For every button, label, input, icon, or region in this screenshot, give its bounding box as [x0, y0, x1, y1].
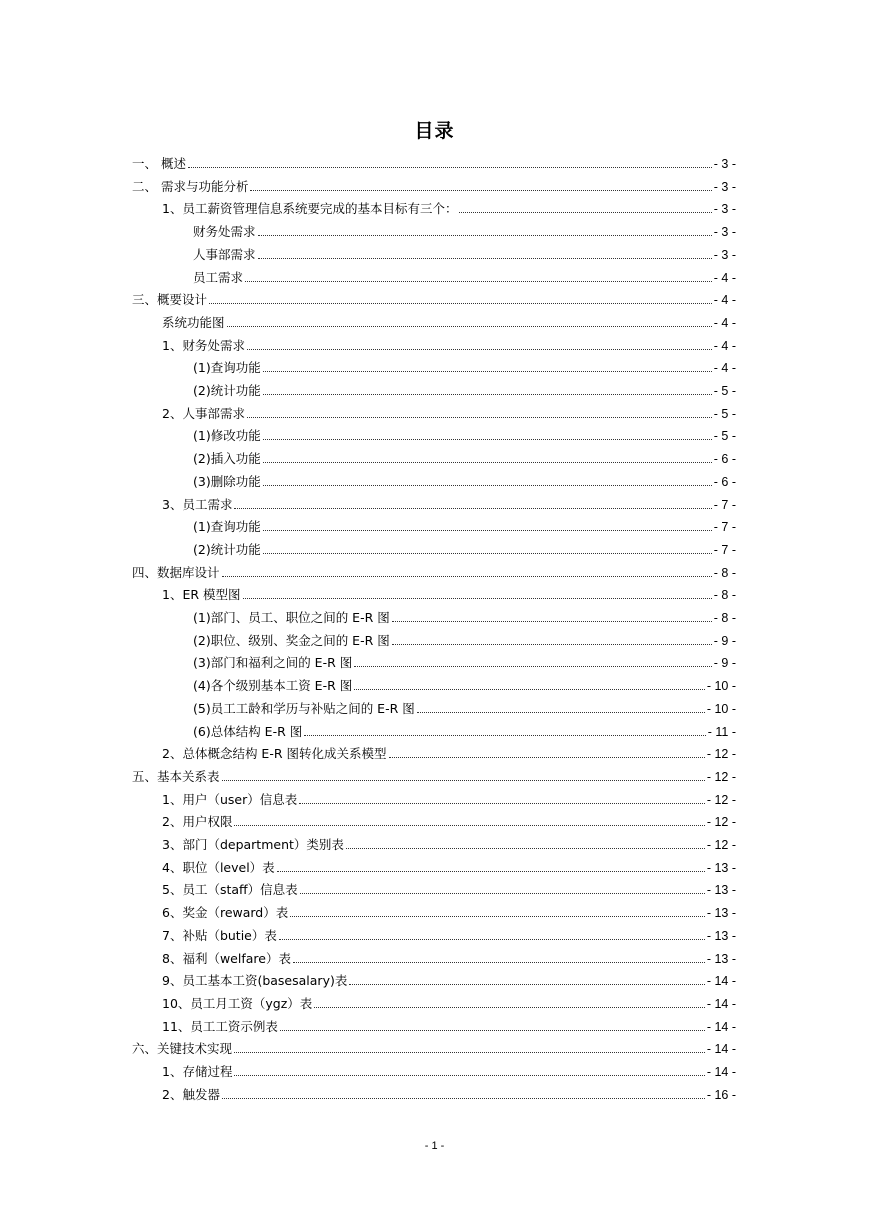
toc-entry-label: (3)删除功能 [193, 473, 261, 489]
toc-entry-page: - 13 - [706, 951, 736, 966]
toc-entry[interactable] [162, 922, 736, 944]
toc-entry-label: (1)修改功能 [193, 428, 261, 444]
toc-entry-page: - 6 - [713, 452, 736, 467]
toc-entry[interactable] [193, 718, 736, 740]
toc-entry-page: - 13 - [706, 928, 736, 943]
toc-entry-page: - 8 - [713, 565, 736, 580]
toc-entry-label: 2、触发器 [162, 1086, 220, 1102]
toc-entry-page: - 3 - [713, 179, 736, 194]
toc-leader-dots [389, 757, 705, 758]
toc-leader-dots [263, 530, 712, 531]
toc-entry[interactable] [162, 808, 736, 830]
toc-entry-page: - 4 - [713, 315, 736, 330]
toc-entry-page: - 14 - [706, 1065, 736, 1079]
toc-entry[interactable] [193, 422, 736, 444]
toc-entry-page: - 3 - [713, 202, 736, 217]
toc-entry-page: - 9 - [713, 656, 736, 671]
toc-entry-page: - 4 - [713, 338, 736, 353]
toc-leader-dots [234, 1052, 705, 1053]
toc-entry-page: - 8 - [713, 588, 736, 603]
toc-entry-page: - 12 - [706, 769, 736, 784]
toc-entry[interactable] [193, 377, 736, 399]
toc-leader-dots [277, 871, 705, 872]
toc-entry[interactable] [132, 763, 736, 785]
toc-entry-page: - 12 - [706, 838, 736, 852]
toc-leader-dots [299, 803, 705, 804]
toc-entry[interactable] [162, 945, 736, 967]
toc-entry[interactable] [162, 990, 736, 1012]
toc-entry-page: - 10 - [706, 679, 736, 694]
toc-entry[interactable] [162, 195, 736, 217]
toc-entry-label: 1、财务处需求 [162, 337, 245, 353]
toc-leader-dots [222, 1098, 705, 1099]
toc-leader-dots [263, 394, 712, 395]
toc-entry[interactable] [162, 581, 736, 603]
toc-entry[interactable] [162, 400, 736, 422]
toc-leader-dots [459, 212, 711, 213]
toc-entry-page: - 12 - [706, 792, 736, 807]
toc-entry-page: - 12 - [706, 815, 736, 830]
toc-entry-label: (2)统计功能 [193, 541, 261, 557]
toc-entry[interactable] [132, 286, 736, 308]
toc-leader-dots [354, 689, 705, 690]
toc-leader-dots [392, 621, 712, 622]
toc-entry-page: - 6 - [713, 474, 736, 489]
toc-entry-label: (1)查询功能 [193, 360, 261, 376]
toc-entry-label: 人事部需求 [193, 246, 256, 262]
toc-leader-dots [247, 417, 712, 418]
toc-entry[interactable] [193, 649, 736, 671]
toc-entry-page: - 4 - [713, 361, 736, 376]
toc-leader-dots [280, 1030, 705, 1031]
toc-entry[interactable] [193, 218, 736, 240]
toc-entry-label: (1)部门、员工、职位之间的 E-R 图 [193, 610, 390, 625]
toc-entry-page: - 10 - [706, 701, 736, 716]
toc-leader-dots [300, 893, 705, 894]
toc-entry[interactable] [132, 173, 736, 195]
toc-leader-dots [227, 326, 712, 327]
toc-entry-page: - 14 - [706, 1042, 736, 1057]
toc-entry-page: - 7 - [713, 520, 736, 535]
toc-entry[interactable] [162, 332, 736, 354]
toc-entry[interactable] [132, 150, 736, 172]
page-number: - 1 - [424, 1140, 445, 1152]
toc-entry-label: 六、关键技术实现 [132, 1041, 233, 1057]
toc-leader-dots [346, 848, 705, 849]
toc-entry[interactable] [193, 264, 736, 286]
toc-entry[interactable] [193, 241, 736, 263]
toc-entry-page: - 13 - [706, 906, 736, 921]
toc-entry-label: 7、补贴（butie）表 [162, 927, 277, 943]
toc-leader-dots [234, 825, 704, 826]
toc-entry-label: 四、数据库设计 [132, 564, 220, 580]
toc-entry[interactable] [162, 786, 736, 808]
page-title: 目录 [414, 120, 455, 142]
toc-entry-page: - 3 - [713, 247, 736, 262]
toc-leader-dots [222, 576, 712, 577]
toc-entry-page: - 5 - [713, 384, 736, 398]
toc-leader-dots [258, 235, 712, 236]
toc-entry-page: - 7 - [713, 497, 736, 512]
toc-entry[interactable] [193, 695, 736, 717]
toc-entry-label: (1)查询功能 [193, 519, 261, 535]
toc-entry[interactable] [193, 445, 736, 467]
toc-leader-dots [263, 553, 712, 554]
toc-leader-dots [263, 371, 712, 372]
toc-entry-label: 员工需求 [193, 269, 244, 285]
toc-leader-dots [349, 984, 704, 985]
toc-entry[interactable] [193, 672, 736, 694]
toc-leader-dots [234, 1075, 704, 1076]
toc-leader-dots [314, 1007, 705, 1008]
toc-entry-label: (2)统计功能 [193, 383, 261, 398]
toc-entry-label: 9、员工基本工资(basesalary)表 [162, 973, 348, 989]
toc-leader-dots [209, 303, 712, 304]
toc-entry-page: - 8 - [713, 611, 736, 625]
toc-entry-label: 三、概要设计 [132, 292, 208, 308]
toc-entry-label: 6、奖金（reward）表 [162, 905, 289, 921]
toc-entry[interactable] [162, 491, 736, 513]
toc-entry-page: - 14 - [706, 996, 736, 1011]
toc-entry-label: 3、部门（department）类别表 [162, 837, 344, 852]
toc-entry-label: 8、福利（welfare）表 [162, 950, 291, 966]
toc-entry-page: - 13 - [706, 860, 736, 875]
toc-leader-dots [263, 439, 712, 440]
toc-entry[interactable] [162, 740, 736, 762]
toc-entry[interactable] [162, 967, 736, 989]
toc-leader-dots [392, 644, 712, 645]
toc-entry-page: - 12 - [706, 747, 736, 762]
toc-entry[interactable] [162, 309, 736, 331]
toc-entry-label: (3)部门和福利之间的 E-R 图 [193, 655, 353, 671]
toc-entry-page: - 16 - [706, 1087, 736, 1102]
toc-entry-label: 2、用户权限 [162, 814, 233, 830]
toc-entry-label: 一、 概述 [132, 156, 186, 171]
toc-entry[interactable] [193, 536, 736, 558]
toc-entry-page: - 3 - [713, 157, 736, 171]
toc-entry-label: (4)各个级别基本工资 E-R 图 [193, 678, 353, 694]
toc-entry-page: - 11 - [707, 724, 736, 739]
toc-entry-page: - 9 - [713, 633, 736, 648]
toc-leader-dots [354, 666, 712, 667]
toc-entry-page: - 14 - [706, 974, 736, 989]
toc-entry-label: 1、ER 模型图 [162, 587, 241, 603]
toc-leader-dots [188, 167, 712, 168]
toc-leader-dots [250, 190, 711, 191]
toc-entry[interactable] [162, 831, 736, 853]
toc-leader-dots [247, 349, 712, 350]
toc-leader-dots [279, 939, 705, 940]
toc-entry-label: (2)职位、级别、奖金之间的 E-R 图 [193, 632, 390, 648]
toc-entry[interactable] [193, 627, 736, 649]
toc-entry-page: - 14 - [706, 1019, 736, 1034]
toc-entry[interactable] [132, 1035, 736, 1057]
toc-entry-page: - 5 - [713, 406, 736, 421]
toc-entry-label: 2、总体概念结构 E-R 图转化成关系模型 [162, 746, 387, 762]
toc-leader-dots [258, 258, 712, 259]
toc-leader-dots [304, 735, 706, 736]
toc-entry[interactable] [162, 1013, 736, 1035]
toc-entry-label: 财务处需求 [193, 224, 256, 240]
toc-entry-page: - 4 - [713, 270, 736, 285]
toc-entry-label: 3、员工需求 [162, 496, 233, 512]
toc-entry-page: - 4 - [713, 293, 736, 308]
toc-entry-label: 1、员工薪资管理信息系统要完成的基本目标有三个： [162, 201, 458, 217]
toc-entry-label: 1、存储过程 [162, 1064, 233, 1079]
toc-entry-label: (6)总体结构 E-R 图 [193, 723, 303, 739]
toc-entry-label: 二、 需求与功能分析 [132, 178, 249, 194]
toc-entry-label: 11、员工工资示例表 [162, 1018, 278, 1034]
toc-entry[interactable] [132, 559, 736, 581]
toc-leader-dots [290, 916, 705, 917]
toc-leader-dots [293, 962, 705, 963]
toc-entry[interactable] [193, 468, 736, 490]
toc-leader-dots [243, 598, 712, 599]
toc-entry-label: 2、人事部需求 [162, 405, 245, 421]
toc-entry-label: 10、员工月工资（ygz）表 [162, 995, 313, 1011]
toc-entry-label: 1、用户（user）信息表 [162, 791, 298, 807]
toc-entry-label: (5)员工工龄和学历与补贴之间的 E-R 图 [193, 700, 415, 716]
toc-leader-dots [417, 712, 705, 713]
toc-entry-page: - 13 - [706, 883, 736, 898]
toc-leader-dots [234, 508, 711, 509]
toc-entry[interactable] [193, 354, 736, 376]
toc-entry-page: - 7 - [713, 542, 736, 557]
toc-entry-label: (2)插入功能 [193, 451, 261, 467]
toc-entry-label: 五、基本关系表 [132, 768, 220, 784]
toc-entry[interactable] [162, 854, 736, 876]
toc-leader-dots [263, 462, 712, 463]
toc-entry-label: 5、员工（staff）信息表 [162, 882, 298, 898]
toc-entry[interactable] [193, 604, 736, 626]
toc-entry-page: - 5 - [713, 429, 736, 444]
toc-entry-page: - 3 - [713, 225, 736, 240]
toc-entry-label: 4、职位（level）表 [162, 859, 275, 875]
toc-leader-dots [263, 485, 712, 486]
toc-leader-dots [222, 780, 705, 781]
toc-entry[interactable] [162, 899, 736, 921]
toc-entry-label: 系统功能图 [162, 314, 225, 330]
toc-entry[interactable] [193, 513, 736, 535]
toc-entry[interactable] [162, 1058, 736, 1080]
toc-leader-dots [245, 281, 712, 282]
toc-entry[interactable] [162, 1081, 736, 1103]
toc-entry[interactable] [162, 876, 736, 898]
